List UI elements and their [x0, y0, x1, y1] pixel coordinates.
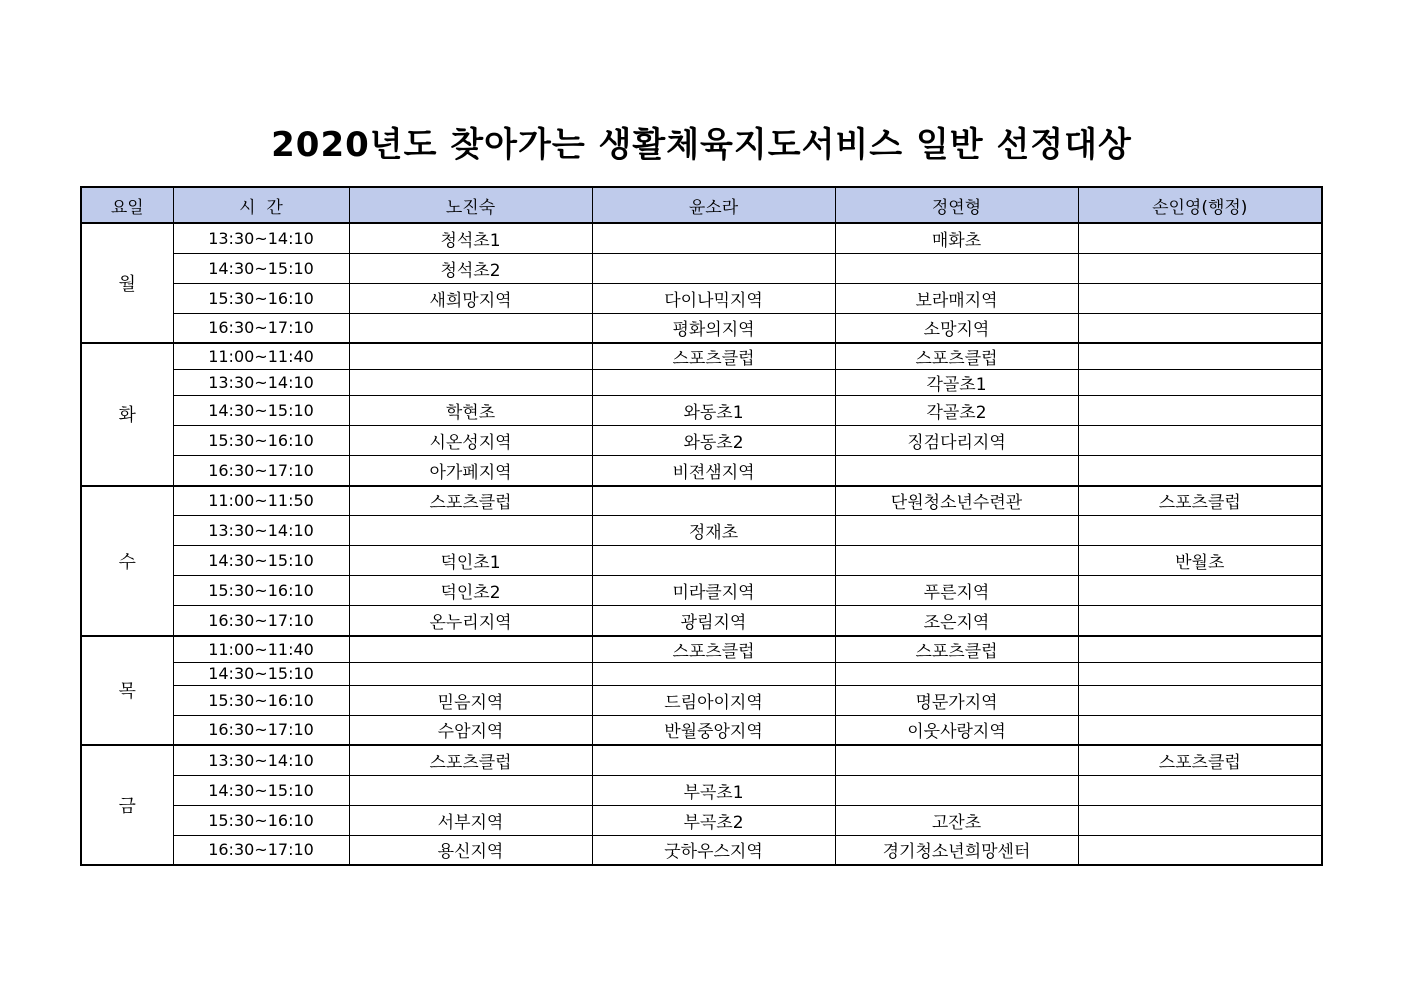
time-cell: 15:30~16:10: [173, 576, 349, 606]
table-row: [81, 313, 1322, 343]
assignment-cell: [835, 662, 1078, 685]
assignment-cell: 드림아이지역: [592, 685, 835, 715]
assignment-cell: 와동초1: [592, 396, 835, 426]
assignment-cell: [835, 546, 1078, 576]
assignment-cell: 조은지역: [835, 606, 1078, 636]
assignment-cell: 반월초: [1078, 546, 1322, 576]
table-row: [81, 223, 1322, 253]
assignment-cell: [349, 662, 592, 685]
assignment-cell: 스포츠클럽: [1078, 486, 1322, 516]
assignment-cell: [1078, 835, 1322, 865]
assignment-cell: 덕인초2: [349, 576, 592, 606]
header-row: [81, 187, 1322, 223]
assignment-cell: 스포츠클럽: [349, 745, 592, 775]
time-cell: 16:30~17:10: [173, 456, 349, 486]
assignment-cell: [349, 313, 592, 343]
time-cell: 13:30~14:10: [173, 516, 349, 546]
assignment-cell: [1078, 426, 1322, 456]
time-cell: 15:30~16:10: [173, 426, 349, 456]
assignment-cell: 부곡초2: [592, 805, 835, 835]
time-cell: 16:30~17:10: [173, 835, 349, 865]
table-row: [81, 343, 1322, 370]
assignment-cell: 부곡초1: [592, 775, 835, 805]
time-cell: 16:30~17:10: [173, 606, 349, 636]
time-cell: 14:30~15:10: [173, 662, 349, 685]
assignment-cell: 반월중앙지역: [592, 715, 835, 745]
assignment-cell: 미라클지역: [592, 576, 835, 606]
assignment-cell: 스포츠클럽: [592, 636, 835, 663]
header-instructor-1: 노진숙: [349, 187, 592, 223]
assignment-cell: 푸른지역: [835, 576, 1078, 606]
assignment-cell: 청석초2: [349, 253, 592, 283]
assignment-cell: 스포츠클럽: [592, 343, 835, 370]
time-cell: 11:00~11:40: [173, 636, 349, 663]
assignment-cell: 다이나믹지역: [592, 283, 835, 313]
assignment-cell: 용신지역: [349, 835, 592, 865]
assignment-cell: [1078, 775, 1322, 805]
assignment-cell: 스포츠클럽: [835, 343, 1078, 370]
assignment-cell: 단원청소년수련관: [835, 486, 1078, 516]
header-day: 요일: [81, 187, 173, 223]
time-cell: 14:30~15:10: [173, 546, 349, 576]
assignment-cell: [592, 546, 835, 576]
assignment-cell: 정재초: [592, 516, 835, 546]
table-row: [81, 685, 1322, 715]
assignment-cell: [1078, 456, 1322, 486]
assignment-cell: [592, 370, 835, 396]
assignment-cell: [349, 636, 592, 663]
assignment-cell: [1078, 283, 1322, 313]
assignment-cell: [1078, 516, 1322, 546]
assignment-cell: [1078, 606, 1322, 636]
schedule-body: [81, 223, 1322, 865]
table-row: [81, 805, 1322, 835]
assignment-cell: 경기청소년희망센터: [835, 835, 1078, 865]
table-row: [81, 662, 1322, 685]
day-cell: 월: [81, 223, 173, 343]
assignment-cell: [835, 775, 1078, 805]
time-cell: 11:00~11:40: [173, 343, 349, 370]
assignment-cell: 청석초1: [349, 223, 592, 253]
assignment-cell: [835, 745, 1078, 775]
assignment-cell: [1078, 805, 1322, 835]
header-time: 시 간: [173, 187, 349, 223]
assignment-cell: [1078, 396, 1322, 426]
table-row: [81, 516, 1322, 546]
assignment-cell: [1078, 253, 1322, 283]
assignment-cell: 스포츠클럽: [835, 636, 1078, 663]
day-cell: 수: [81, 486, 173, 636]
header-instructor-3: 정연형: [835, 187, 1078, 223]
time-cell: 14:30~15:10: [173, 775, 349, 805]
assignment-cell: [1078, 343, 1322, 370]
table-row: [81, 775, 1322, 805]
assignment-cell: 명문가지역: [835, 685, 1078, 715]
assignment-cell: 고잔초: [835, 805, 1078, 835]
table-row: [81, 715, 1322, 745]
assignment-cell: 수암지역: [349, 715, 592, 745]
assignment-cell: 덕인초1: [349, 546, 592, 576]
time-cell: 15:30~16:10: [173, 805, 349, 835]
assignment-cell: [592, 223, 835, 253]
table-row: [81, 283, 1322, 313]
assignment-cell: 시온성지역: [349, 426, 592, 456]
table-row: [81, 253, 1322, 283]
time-cell: 13:30~14:10: [173, 745, 349, 775]
assignment-cell: 새희망지역: [349, 283, 592, 313]
assignment-cell: [592, 486, 835, 516]
assignment-cell: 매화초: [835, 223, 1078, 253]
time-cell: 11:00~11:50: [173, 486, 349, 516]
assignment-cell: [835, 253, 1078, 283]
assignment-cell: [349, 516, 592, 546]
assignment-cell: [1078, 576, 1322, 606]
schedule-table: [80, 186, 1323, 866]
time-cell: 14:30~15:10: [173, 396, 349, 426]
table-row: [81, 835, 1322, 865]
assignment-cell: [1078, 715, 1322, 745]
time-cell: 13:30~14:10: [173, 223, 349, 253]
assignment-cell: [1078, 636, 1322, 663]
assignment-cell: 학현초: [349, 396, 592, 426]
table-row: [81, 576, 1322, 606]
time-cell: 13:30~14:10: [173, 370, 349, 396]
assignment-cell: [349, 775, 592, 805]
header-instructor-4: 손인영(행정): [1078, 187, 1322, 223]
table-row: [81, 606, 1322, 636]
day-cell: 목: [81, 636, 173, 746]
time-cell: 16:30~17:10: [173, 715, 349, 745]
table-row: [81, 745, 1322, 775]
assignment-cell: 믿음지역: [349, 685, 592, 715]
assignment-cell: [1078, 662, 1322, 685]
table-row: [81, 426, 1322, 456]
assignment-cell: [1078, 313, 1322, 343]
table-row: [81, 370, 1322, 396]
assignment-cell: 각골초1: [835, 370, 1078, 396]
table-row: [81, 486, 1322, 516]
assignment-cell: [592, 662, 835, 685]
table-row: [81, 396, 1322, 426]
page-title: 2020년도 찾아가는 생활체육지도서비스 일반 선정대상: [271, 125, 1132, 165]
time-cell: 15:30~16:10: [173, 685, 349, 715]
assignment-cell: [349, 343, 592, 370]
assignment-cell: [592, 745, 835, 775]
assignment-cell: 스포츠클럽: [1078, 745, 1322, 775]
time-cell: 15:30~16:10: [173, 283, 349, 313]
time-cell: 16:30~17:10: [173, 313, 349, 343]
assignment-cell: 평화의지역: [592, 313, 835, 343]
assignment-cell: 징검다리지역: [835, 426, 1078, 456]
assignment-cell: 굿하우스지역: [592, 835, 835, 865]
assignment-cell: [592, 253, 835, 283]
table-row: [81, 636, 1322, 663]
assignment-cell: 서부지역: [349, 805, 592, 835]
header-instructor-2: 윤소라: [592, 187, 835, 223]
assignment-cell: 와동초2: [592, 426, 835, 456]
assignment-cell: 각골초2: [835, 396, 1078, 426]
assignment-cell: 광림지역: [592, 606, 835, 636]
time-cell: 14:30~15:10: [173, 253, 349, 283]
assignment-cell: [1078, 685, 1322, 715]
day-cell: 화: [81, 343, 173, 486]
assignment-cell: 이웃사랑지역: [835, 715, 1078, 745]
table-row: [81, 546, 1322, 576]
assignment-cell: [1078, 223, 1322, 253]
table-row: [81, 456, 1322, 486]
assignment-cell: 스포츠클럽: [349, 486, 592, 516]
assignment-cell: 소망지역: [835, 313, 1078, 343]
assignment-cell: 보라매지역: [835, 283, 1078, 313]
assignment-cell: 온누리지역: [349, 606, 592, 636]
assignment-cell: 비젼샘지역: [592, 456, 835, 486]
assignment-cell: [1078, 370, 1322, 396]
assignment-cell: [349, 370, 592, 396]
day-cell: 금: [81, 745, 173, 865]
assignment-cell: [835, 516, 1078, 546]
assignment-cell: 아가페지역: [349, 456, 592, 486]
assignment-cell: [835, 456, 1078, 486]
